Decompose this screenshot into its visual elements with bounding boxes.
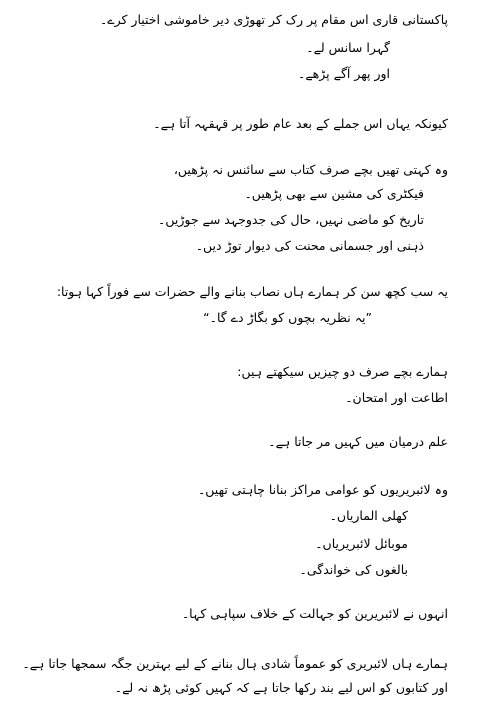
paragraph-1-line-3: اور پھر آگے پڑھے۔ — [298, 66, 390, 81]
paragraph-7-line-3: موبائل لائبریریاں۔ — [315, 536, 408, 551]
paragraph-9-line-2: اور کتابوں کو اس لیے بند رکھا جاتا ہے کہ کہیں کوئی پڑھ نہ لے۔ — [114, 680, 448, 695]
paragraph-8-line-1: انہوں نے لائبریرین کو جہالت کے خلاف سپاہی کہا۔ — [181, 606, 448, 621]
paragraph-1-line-2: گہرا سانس لے۔ — [306, 40, 390, 55]
paragraph-2-line-1: کیونکہ یہاں اس جملے کے بعد عام طور پر قہقہہ آتا ہے۔ — [153, 116, 448, 131]
paragraph-4-line-2: ”یہ نظریہ بچوں کو بگاڑ دے گا۔“ — [203, 310, 372, 325]
paragraph-7-line-2: کھلی الماریاں۔ — [329, 508, 408, 523]
paragraph-6-line-1: علم درمیان میں کہیں مر جاتا ہے۔ — [268, 434, 448, 449]
paragraph-7-line-4: بالغوں کی خواندگی۔ — [299, 562, 408, 577]
paragraph-3-line-2: فیکٹری کی مشین سے بھی پڑھیں۔ — [244, 186, 424, 201]
paragraph-5-line-1: ہمارے بچے صرف دو چیزیں سیکھتے ہیں: — [237, 364, 448, 379]
paragraph-3-line-1: وہ کہتی تھیں بچے صرف کتاب سے سائنس نہ پڑھیں، — [173, 162, 448, 177]
paragraph-3-line-3: تاریخ کو ماضی نہیں، حال کی جدوجہد سے جوڑیں۔ — [158, 212, 424, 227]
paragraph-1-line-1: پاکستانی قاری اس مقام پر رک کر تھوڑی دیر خاموشی اختیار کرے۔ — [99, 12, 448, 27]
paragraph-7-line-1: وہ لائبریریوں کو عوامی مراکز بنانا چاہتی تھیں۔ — [197, 482, 448, 497]
paragraph-4-line-1: یہ سب کچھ سن کر ہمارے ہاں نصاب بنانے والے حضرات سے فوراً کہا ہوتا: — [56, 284, 448, 299]
paragraph-5-line-2: اطاعت اور امتحان۔ — [345, 390, 448, 405]
paragraph-3-line-4: ذہنی اور جسمانی محنت کی دیوار توڑ دیں۔ — [195, 238, 424, 253]
paragraph-9-line-1: ہمارے ہاں لائبریری کو عموماً شادی ہال بنانے کے لیے بہترین جگہ سمجھا جاتا ہے۔ — [22, 656, 448, 671]
